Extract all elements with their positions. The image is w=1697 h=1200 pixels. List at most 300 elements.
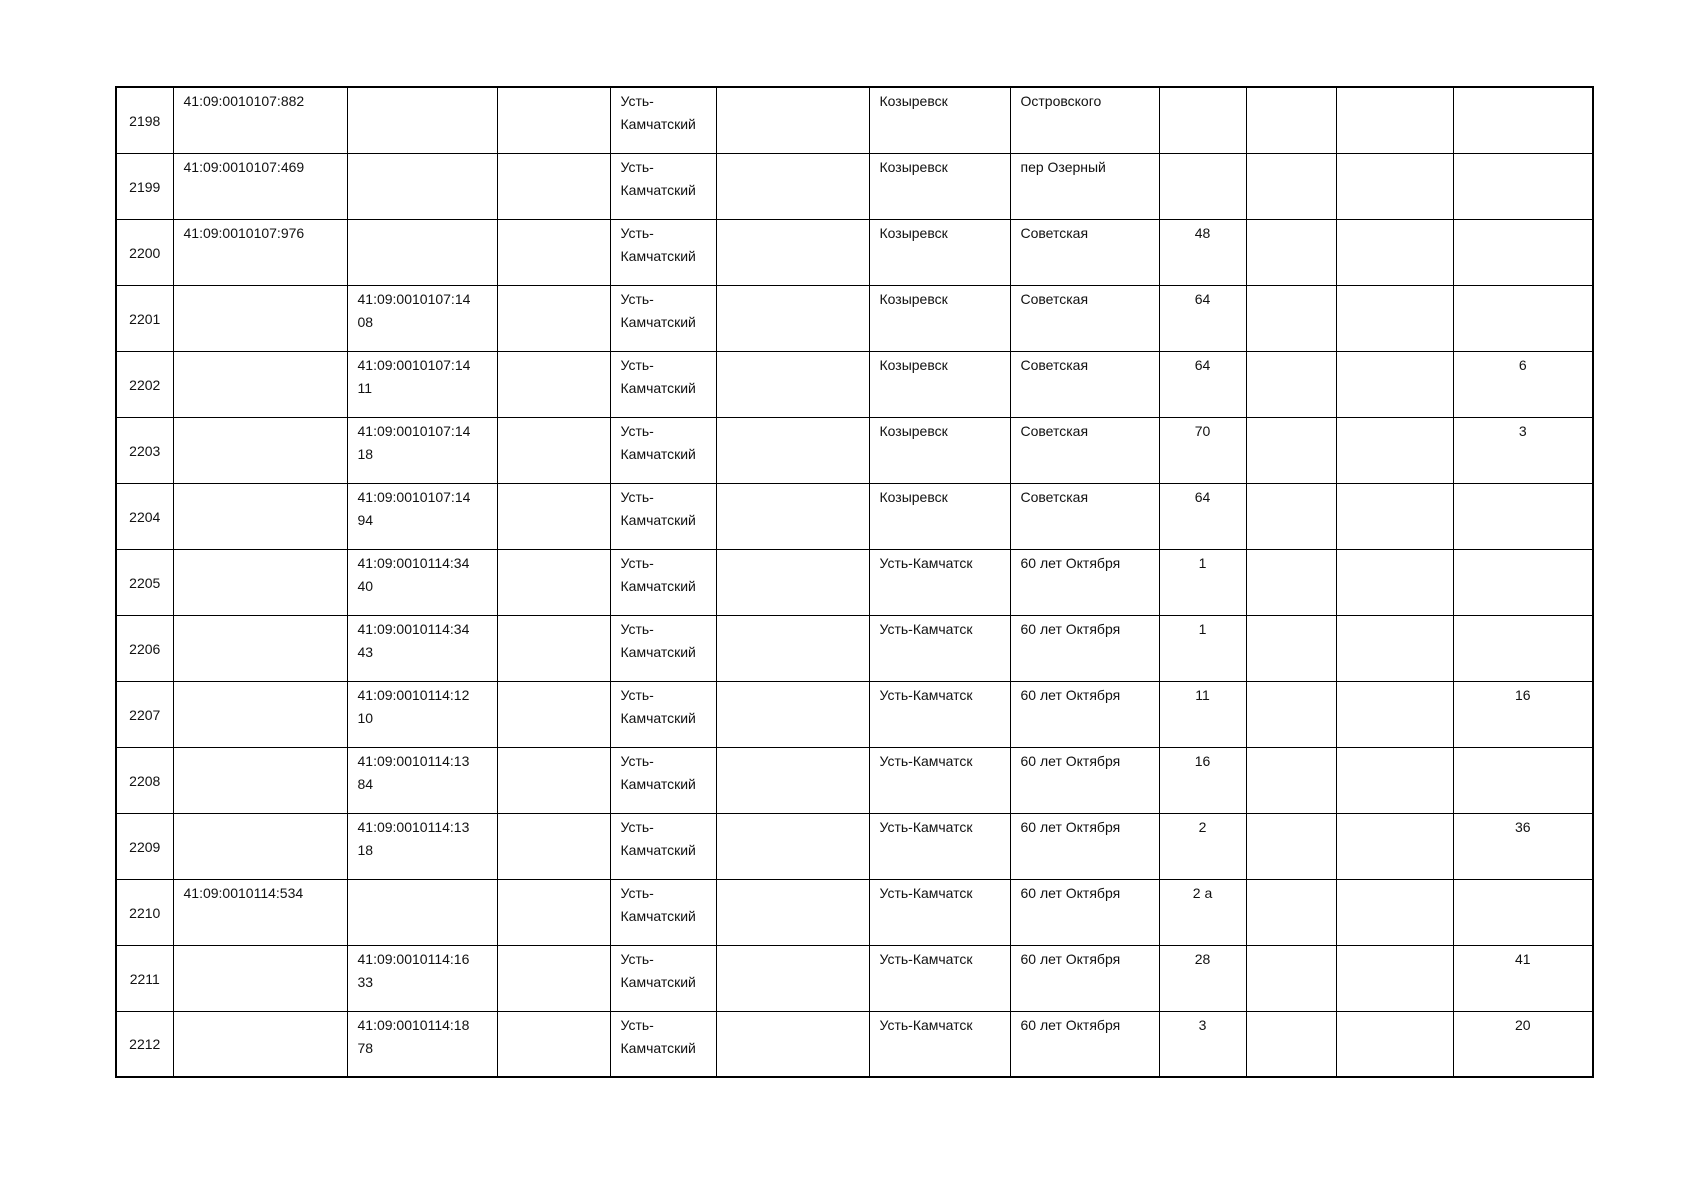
cadastral-table <box>115 86 1594 1078</box>
district-text: Усть- Камчатский <box>620 356 696 396</box>
cell-cadastral-number-land <box>173 483 347 549</box>
cell-row-number <box>116 549 173 615</box>
cell-empty-column-5 <box>716 417 869 483</box>
cell-empty-column-3 <box>497 87 610 153</box>
cell-district <box>610 483 716 549</box>
apartment-number-text: 3 <box>1518 422 1527 439</box>
settlement-text: Усть-Камчатск <box>879 554 973 571</box>
apartment-number-text <box>1454 286 1593 288</box>
empty-column-10-text <box>1337 1012 1453 1014</box>
cell-street <box>1010 87 1159 153</box>
apartment-number-text <box>1454 880 1593 882</box>
cell-empty-column-3 <box>497 549 610 615</box>
empty-column-9-text <box>1247 748 1336 750</box>
row-number-text: 2201 <box>129 310 161 327</box>
table-row <box>116 945 1593 1011</box>
cell-empty-column-10 <box>1336 417 1453 483</box>
street-text: 60 лет Октября <box>1020 752 1121 769</box>
empty-column-3-text <box>498 550 610 552</box>
cadastral-number-land-text: 41:09:0010107:469 <box>183 158 305 175</box>
settlement-text: Козыревск <box>879 356 948 373</box>
cell-row-number <box>116 351 173 417</box>
cell-row-number <box>116 153 173 219</box>
empty-column-10-text <box>1337 88 1453 90</box>
table-row <box>116 87 1593 153</box>
cell-cadastral-number-building <box>347 747 497 813</box>
cell-apartment-number <box>1453 219 1593 285</box>
empty-column-9-text <box>1247 88 1336 90</box>
empty-column-10-text <box>1337 484 1453 486</box>
district-text: Усть- Камчатский <box>620 554 696 594</box>
cadastral-number-land-text <box>174 352 347 354</box>
cell-cadastral-number-building <box>347 615 497 681</box>
cadastral-number-land-text <box>174 286 347 288</box>
row-number-text: 2198 <box>129 112 161 129</box>
settlement-text: Усть-Камчатск <box>879 950 973 967</box>
empty-column-5-text <box>717 682 869 684</box>
cell-district <box>610 417 716 483</box>
cell-district <box>610 351 716 417</box>
cadastral-number-building-text <box>348 220 497 222</box>
empty-column-5-text <box>717 286 869 288</box>
cell-district <box>610 945 716 1011</box>
table-row <box>116 615 1593 681</box>
empty-column-3-text <box>498 484 610 486</box>
cell-apartment-number <box>1453 417 1593 483</box>
street-text: Советская <box>1020 356 1089 373</box>
cell-settlement <box>869 87 1010 153</box>
cell-street <box>1010 615 1159 681</box>
settlement-text: Козыревск <box>879 290 948 307</box>
house-number-text: 64 <box>1194 290 1211 307</box>
empty-column-10-text <box>1337 682 1453 684</box>
cell-district <box>610 879 716 945</box>
cell-settlement <box>869 813 1010 879</box>
cell-settlement <box>869 549 1010 615</box>
cell-cadastral-number-land <box>173 615 347 681</box>
cell-empty-column-10 <box>1336 87 1453 153</box>
empty-column-9-text <box>1247 154 1336 156</box>
district-text: Усть- Камчатский <box>620 884 696 924</box>
house-number-text <box>1160 88 1246 90</box>
empty-column-3-text <box>498 880 610 882</box>
empty-column-3-text <box>498 154 610 156</box>
settlement-text: Усть-Камчатск <box>879 884 973 901</box>
empty-column-9-text <box>1247 352 1336 354</box>
empty-column-9-text <box>1247 418 1336 420</box>
settlement-text: Козыревск <box>879 488 948 505</box>
settlement-text: Усть-Камчатск <box>879 686 973 703</box>
cell-apartment-number <box>1453 1011 1593 1077</box>
empty-column-5-text <box>717 88 869 90</box>
district-text: Усть- Камчатский <box>620 1016 696 1056</box>
cell-street <box>1010 285 1159 351</box>
cadastral-number-land-text <box>174 484 347 486</box>
cell-row-number <box>116 681 173 747</box>
table-row <box>116 1011 1593 1077</box>
cell-apartment-number <box>1453 681 1593 747</box>
cell-district <box>610 615 716 681</box>
empty-column-9-text <box>1247 616 1336 618</box>
cell-settlement <box>869 285 1010 351</box>
cell-cadastral-number-building <box>347 417 497 483</box>
house-number-text: 2 а <box>1192 884 1213 901</box>
row-number-text: 2202 <box>129 376 161 393</box>
cell-settlement <box>869 219 1010 285</box>
cell-cadastral-number-building <box>347 483 497 549</box>
settlement-text: Усть-Камчатск <box>879 752 973 769</box>
street-text: Советская <box>1020 290 1089 307</box>
house-number-text: 64 <box>1194 356 1211 373</box>
cell-empty-column-10 <box>1336 615 1453 681</box>
cell-street <box>1010 945 1159 1011</box>
empty-column-9-text <box>1247 484 1336 486</box>
cell-row-number <box>116 615 173 681</box>
cell-empty-column-9 <box>1246 87 1336 153</box>
cell-cadastral-number-land <box>173 945 347 1011</box>
cell-empty-column-3 <box>497 1011 610 1077</box>
cell-empty-column-5 <box>716 87 869 153</box>
row-number-text: 2203 <box>129 442 161 459</box>
cell-cadastral-number-building <box>347 879 497 945</box>
cell-empty-column-10 <box>1336 681 1453 747</box>
cell-district <box>610 285 716 351</box>
cell-settlement <box>869 747 1010 813</box>
apartment-number-text <box>1454 154 1593 156</box>
cell-house-number <box>1159 615 1246 681</box>
street-text: 60 лет Октября <box>1020 884 1121 901</box>
street-text: Советская <box>1020 422 1089 439</box>
district-text: Усть- Камчатский <box>620 93 696 132</box>
settlement-text: Козыревск <box>879 158 948 175</box>
cell-cadastral-number-building <box>347 813 497 879</box>
settlement-text: Усть-Камчатск <box>879 620 973 637</box>
cadastral-number-land-text: 41:09:0010114:534 <box>183 884 304 901</box>
house-number-text: 16 <box>1194 752 1211 769</box>
cell-empty-column-5 <box>716 153 869 219</box>
empty-column-5-text <box>717 418 869 420</box>
cadastral-number-building-text: 41:09:0010114:34 43 <box>357 620 470 660</box>
row-number-text: 2205 <box>129 574 161 591</box>
cell-settlement <box>869 681 1010 747</box>
table-row <box>116 681 1593 747</box>
cell-empty-column-9 <box>1246 483 1336 549</box>
cadastral-number-land-text <box>174 814 347 816</box>
cell-empty-column-3 <box>497 813 610 879</box>
settlement-text: Усть-Камчатск <box>879 1016 973 1033</box>
cell-empty-column-9 <box>1246 615 1336 681</box>
empty-column-3-text <box>498 1012 610 1014</box>
cell-empty-column-5 <box>716 945 869 1011</box>
cell-cadastral-number-land <box>173 1011 347 1077</box>
cell-district <box>610 549 716 615</box>
cell-cadastral-number-land <box>173 549 347 615</box>
cell-cadastral-number-building <box>347 351 497 417</box>
cell-apartment-number <box>1453 945 1593 1011</box>
apartment-number-text <box>1454 88 1593 90</box>
street-text: 60 лет Октября <box>1020 950 1121 967</box>
empty-column-10-text <box>1337 748 1453 750</box>
cadastral-number-building-text: 41:09:0010107:14 11 <box>357 356 471 396</box>
cell-settlement <box>869 417 1010 483</box>
cell-empty-column-9 <box>1246 681 1336 747</box>
apartment-number-text <box>1454 616 1593 618</box>
cell-empty-column-3 <box>497 681 610 747</box>
cell-row-number <box>116 879 173 945</box>
cadastral-number-building-text: 41:09:0010107:14 08 <box>357 290 471 330</box>
cell-empty-column-10 <box>1336 549 1453 615</box>
cell-settlement <box>869 351 1010 417</box>
cell-house-number <box>1159 879 1246 945</box>
district-text: Усть- Камчатский <box>620 158 696 198</box>
cell-empty-column-10 <box>1336 285 1453 351</box>
cell-street <box>1010 747 1159 813</box>
cell-empty-column-9 <box>1246 219 1336 285</box>
empty-column-3-text <box>498 88 610 90</box>
cell-cadastral-number-building <box>347 285 497 351</box>
empty-column-3-text <box>498 616 610 618</box>
row-number-text: 2207 <box>129 706 161 723</box>
empty-column-10-text <box>1337 550 1453 552</box>
empty-column-5-text <box>717 220 869 222</box>
house-number-text: 1 <box>1198 620 1207 637</box>
row-number-text: 2212 <box>129 1036 161 1053</box>
cell-apartment-number <box>1453 351 1593 417</box>
cadastral-number-land-text <box>174 748 347 750</box>
table-row <box>116 219 1593 285</box>
cell-house-number <box>1159 483 1246 549</box>
cell-empty-column-10 <box>1336 813 1453 879</box>
cell-cadastral-number-building <box>347 219 497 285</box>
cadastral-number-building-text: 41:09:0010114:12 10 <box>357 686 470 726</box>
cell-street <box>1010 153 1159 219</box>
cell-empty-column-5 <box>716 813 869 879</box>
cell-empty-column-10 <box>1336 747 1453 813</box>
empty-column-9-text <box>1247 946 1336 948</box>
cadastral-number-land-text: 41:09:0010107:882 <box>183 93 305 109</box>
cell-settlement <box>869 483 1010 549</box>
cadastral-number-building-text <box>348 88 497 90</box>
house-number-text: 3 <box>1198 1016 1207 1033</box>
street-text: Советская <box>1020 224 1089 241</box>
empty-column-9-text <box>1247 286 1336 288</box>
settlement-text: Козыревск <box>879 93 948 109</box>
settlement-text: Козыревск <box>879 224 948 241</box>
table-row <box>116 747 1593 813</box>
cell-house-number <box>1159 285 1246 351</box>
cell-cadastral-number-building <box>347 153 497 219</box>
cell-cadastral-number-land <box>173 879 347 945</box>
cell-house-number <box>1159 219 1246 285</box>
cell-street <box>1010 549 1159 615</box>
empty-column-10-text <box>1337 352 1453 354</box>
cell-apartment-number <box>1453 87 1593 153</box>
cadastral-number-building-text: 41:09:0010114:13 84 <box>357 752 470 792</box>
apartment-number-text: 20 <box>1514 1016 1531 1033</box>
cell-empty-column-3 <box>497 285 610 351</box>
row-number-text: 2200 <box>129 244 161 261</box>
row-number-text: 2204 <box>129 508 161 525</box>
cell-empty-column-5 <box>716 285 869 351</box>
cell-cadastral-number-building <box>347 87 497 153</box>
empty-column-10-text <box>1337 418 1453 420</box>
table-row <box>116 483 1593 549</box>
empty-column-5-text <box>717 484 869 486</box>
cell-empty-column-10 <box>1336 1011 1453 1077</box>
empty-column-3-text <box>498 418 610 420</box>
cell-empty-column-3 <box>497 747 610 813</box>
cell-row-number <box>116 285 173 351</box>
house-number-text: 48 <box>1194 224 1211 241</box>
cell-empty-column-3 <box>497 945 610 1011</box>
empty-column-5-text <box>717 154 869 156</box>
cell-empty-column-3 <box>497 417 610 483</box>
cell-settlement <box>869 615 1010 681</box>
cell-apartment-number <box>1453 549 1593 615</box>
cell-row-number <box>116 813 173 879</box>
cell-apartment-number <box>1453 813 1593 879</box>
cell-row-number <box>116 1011 173 1077</box>
cadastral-number-building-text: 41:09:0010114:18 78 <box>357 1016 470 1056</box>
street-text: 60 лет Октября <box>1020 1016 1121 1033</box>
cell-empty-column-10 <box>1336 153 1453 219</box>
table-row <box>116 153 1593 219</box>
house-number-text: 28 <box>1194 950 1211 967</box>
cell-house-number <box>1159 351 1246 417</box>
cell-settlement <box>869 879 1010 945</box>
cell-house-number <box>1159 153 1246 219</box>
table-row <box>116 285 1593 351</box>
cell-cadastral-number-building <box>347 1011 497 1077</box>
empty-column-10-text <box>1337 616 1453 618</box>
empty-column-5-text <box>717 946 869 948</box>
apartment-number-text: 41 <box>1514 950 1531 967</box>
cell-house-number <box>1159 549 1246 615</box>
cell-empty-column-9 <box>1246 417 1336 483</box>
cell-district <box>610 681 716 747</box>
cell-empty-column-9 <box>1246 153 1336 219</box>
row-number-text: 2208 <box>129 772 161 789</box>
cell-district <box>610 1011 716 1077</box>
cadastral-number-building-text: 41:09:0010114:16 33 <box>357 950 470 990</box>
cell-district <box>610 219 716 285</box>
cadastral-number-building-text: 41:09:0010114:34 40 <box>357 554 470 594</box>
table-row <box>116 879 1593 945</box>
cell-street <box>1010 351 1159 417</box>
row-number-text: 2199 <box>129 178 161 195</box>
cell-house-number <box>1159 681 1246 747</box>
cadastral-number-land-text <box>174 1012 347 1014</box>
row-number-text: 2211 <box>129 970 160 987</box>
cell-apartment-number <box>1453 615 1593 681</box>
cell-row-number <box>116 87 173 153</box>
empty-column-9-text <box>1247 550 1336 552</box>
cell-cadastral-number-land <box>173 681 347 747</box>
district-text: Усть- Камчатский <box>620 950 696 990</box>
table-row <box>116 351 1593 417</box>
empty-column-5-text <box>717 616 869 618</box>
cadastral-number-building-text <box>348 880 497 882</box>
empty-column-3-text <box>498 286 610 288</box>
settlement-text: Козыревск <box>879 422 948 439</box>
empty-column-10-text <box>1337 946 1453 948</box>
row-number-text: 2206 <box>129 640 161 657</box>
cell-settlement <box>869 945 1010 1011</box>
empty-column-5-text <box>717 1012 869 1014</box>
street-text: пер Озерный <box>1020 158 1106 175</box>
cell-house-number <box>1159 747 1246 813</box>
cell-cadastral-number-land <box>173 351 347 417</box>
apartment-number-text <box>1454 484 1593 486</box>
apartment-number-text <box>1454 220 1593 222</box>
empty-column-5-text <box>717 748 869 750</box>
house-number-text: 70 <box>1194 422 1211 439</box>
empty-column-5-text <box>717 814 869 816</box>
cell-empty-column-5 <box>716 615 869 681</box>
apartment-number-text <box>1454 748 1593 750</box>
district-text: Усть- Камчатский <box>620 620 696 660</box>
house-number-text: 11 <box>1195 686 1210 703</box>
district-text: Усть- Камчатский <box>620 224 696 264</box>
cadastral-number-building-text <box>348 154 497 156</box>
cell-cadastral-number-building <box>347 549 497 615</box>
apartment-number-text: 16 <box>1514 686 1531 703</box>
cell-district <box>610 87 716 153</box>
cell-row-number <box>116 417 173 483</box>
cadastral-number-land-text <box>174 616 347 618</box>
street-text: Советская <box>1020 488 1089 505</box>
cell-empty-column-9 <box>1246 285 1336 351</box>
cell-empty-column-3 <box>497 153 610 219</box>
cadastral-number-building-text: 41:09:0010114:13 18 <box>357 818 470 858</box>
house-number-text: 2 <box>1198 818 1207 835</box>
cadastral-number-land-text <box>174 682 347 684</box>
street-text: 60 лет Октября <box>1020 554 1121 571</box>
cell-empty-column-9 <box>1246 945 1336 1011</box>
apartment-number-text <box>1454 550 1593 552</box>
cell-cadastral-number-land <box>173 417 347 483</box>
cell-empty-column-5 <box>716 879 869 945</box>
table-row <box>116 549 1593 615</box>
cell-empty-column-9 <box>1246 747 1336 813</box>
cell-cadastral-number-land <box>173 219 347 285</box>
cell-cadastral-number-land <box>173 87 347 153</box>
house-number-text: 1 <box>1198 554 1207 571</box>
cell-street <box>1010 417 1159 483</box>
empty-column-10-text <box>1337 154 1453 156</box>
cell-apartment-number <box>1453 483 1593 549</box>
cell-empty-column-10 <box>1336 483 1453 549</box>
empty-column-10-text <box>1337 814 1453 816</box>
cell-apartment-number <box>1453 285 1593 351</box>
house-number-text: 64 <box>1194 488 1211 505</box>
cadastral-number-land-text <box>174 946 347 948</box>
house-number-text <box>1160 154 1246 156</box>
cadastral-number-land-text <box>174 418 347 420</box>
empty-column-9-text <box>1247 1012 1336 1014</box>
cell-street <box>1010 483 1159 549</box>
cell-house-number <box>1159 1011 1246 1077</box>
cell-empty-column-3 <box>497 351 610 417</box>
cell-district <box>610 747 716 813</box>
cadastral-number-building-text: 41:09:0010107:14 18 <box>357 422 471 462</box>
cadastral-number-building-text: 41:09:0010107:14 94 <box>357 488 471 528</box>
cell-district <box>610 153 716 219</box>
cell-empty-column-3 <box>497 219 610 285</box>
cell-empty-column-3 <box>497 615 610 681</box>
cell-cadastral-number-land <box>173 153 347 219</box>
cell-empty-column-5 <box>716 351 869 417</box>
